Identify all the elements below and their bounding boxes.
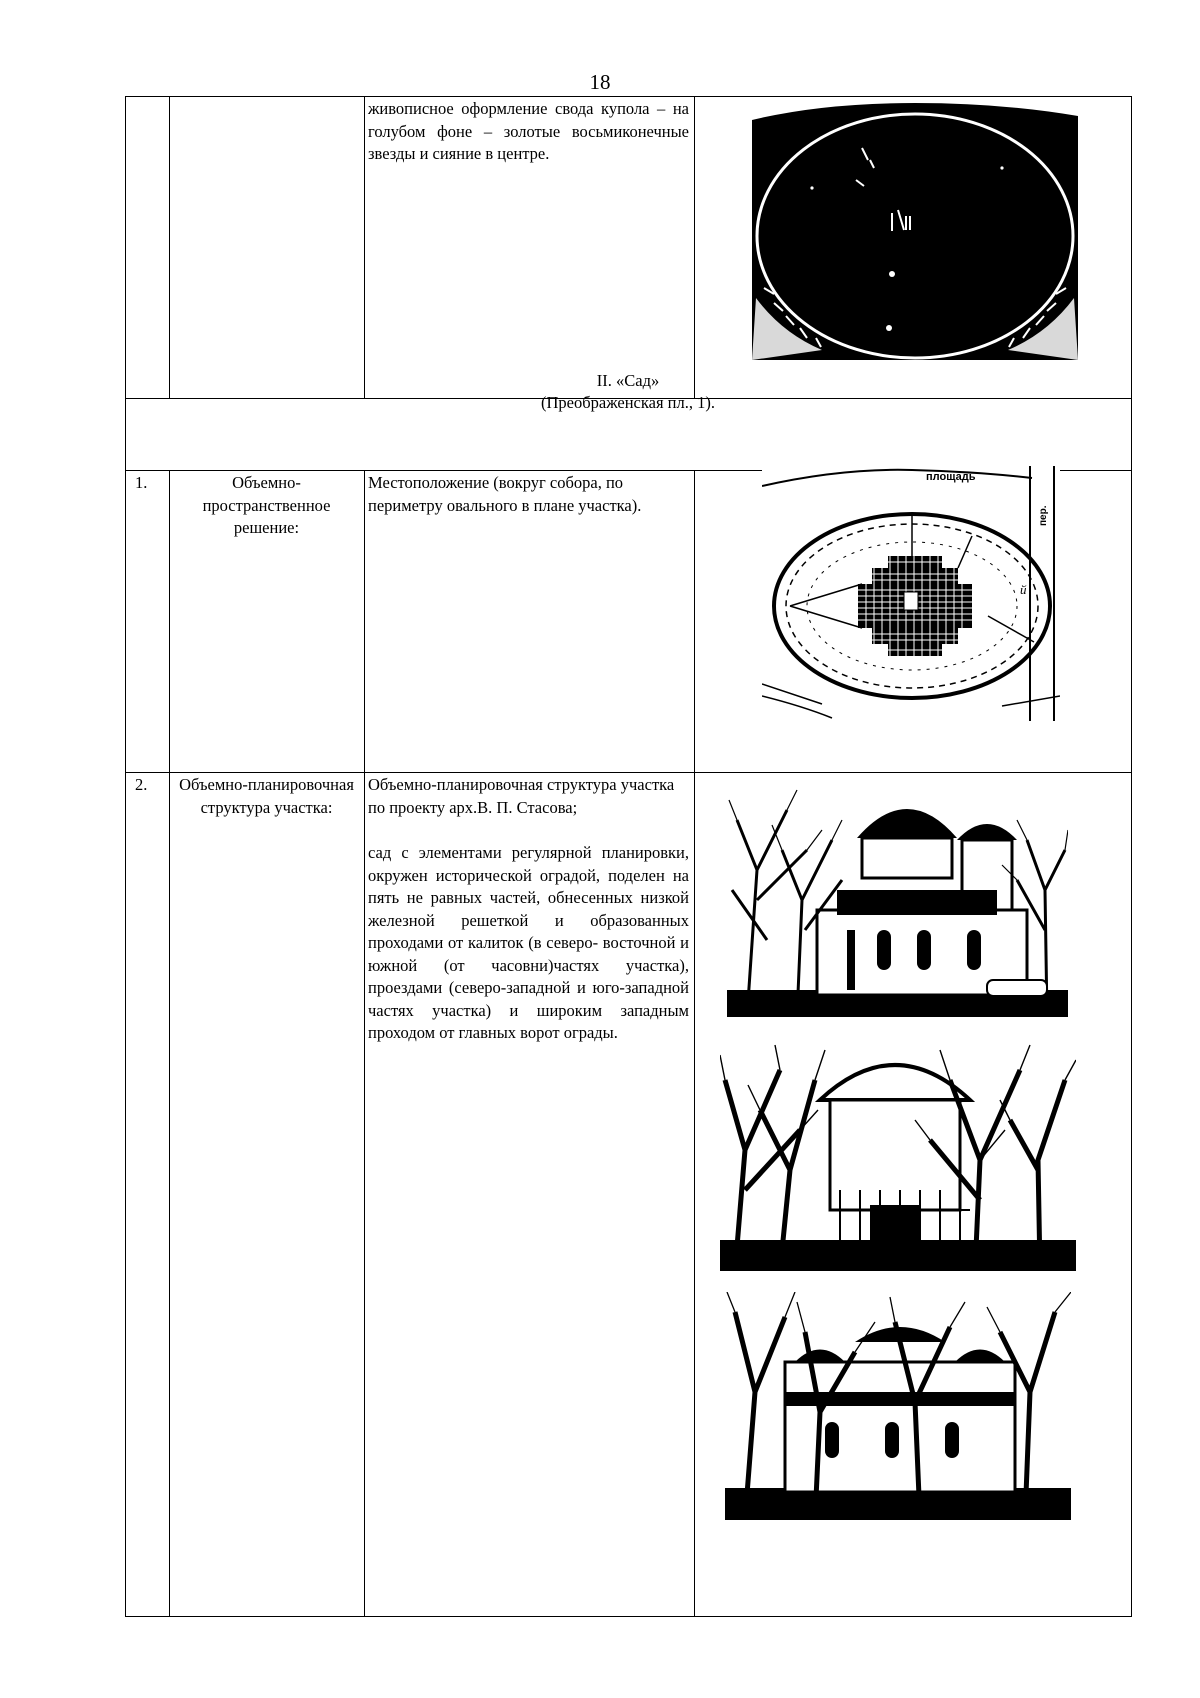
plan-label-lane: пер. [1038,505,1049,526]
table-border-right [1131,96,1132,1617]
section-address: (Преображенская пл., 1). [541,393,715,412]
column-divider-description-2 [694,470,695,1617]
column-divider-category [364,96,365,398]
row-2-description-head: Объемно-планировочная структура участка по проекту арх.В. П. Стасова; [368,775,675,817]
row-2-category: Объемно-планировочная структура участка: [179,775,354,817]
column-divider-description [694,96,695,398]
column-divider-number [169,96,170,398]
row-1-description: Местоположение (вокруг собора, по периметру овального в плане участка). [368,473,642,515]
plan-label-square: площадь [926,471,976,483]
plan-label-street: й [1020,582,1027,597]
page-number: 18 [589,70,611,94]
column-divider-category-2 [364,470,365,1617]
row-1-category: Объемно-пространственное решение: [202,473,331,537]
monument-table [125,96,1131,1617]
dome-painting-description: живописное оформление свода купола – на голубом фоне – золотые восьмиконечные звезды и сияние в центре. [368,99,689,163]
table-border-left [125,96,126,1617]
section-title: II. «Сад» [596,371,660,390]
site-plan-drawing [762,466,1060,721]
dome-interior-photo [752,98,1078,360]
row-divider-row2 [125,772,1131,773]
column-divider-number-2 [169,470,170,1617]
row-2-description-body: сад с элементами регулярной планировки, окружен исторической оградой, поделен на пять не равных частей, обнесенных низкой железной решеткой и образованных проходами от калиток (в северо- восточной и южной (от часовни)частях участка), проездами (северо-западной и юго-западной частях участка) и широким западным проходом от главных ворот ограды. [368,843,689,1042]
table-border-bottom [125,1616,1131,1617]
table-border-top [125,96,1131,97]
cathedral-photo-3 [725,1292,1071,1520]
cathedral-photo-2 [720,1040,1076,1271]
row-1-number: 1. [135,473,148,492]
row-2-number: 2. [135,775,148,794]
cathedral-photo-1 [727,780,1068,1017]
